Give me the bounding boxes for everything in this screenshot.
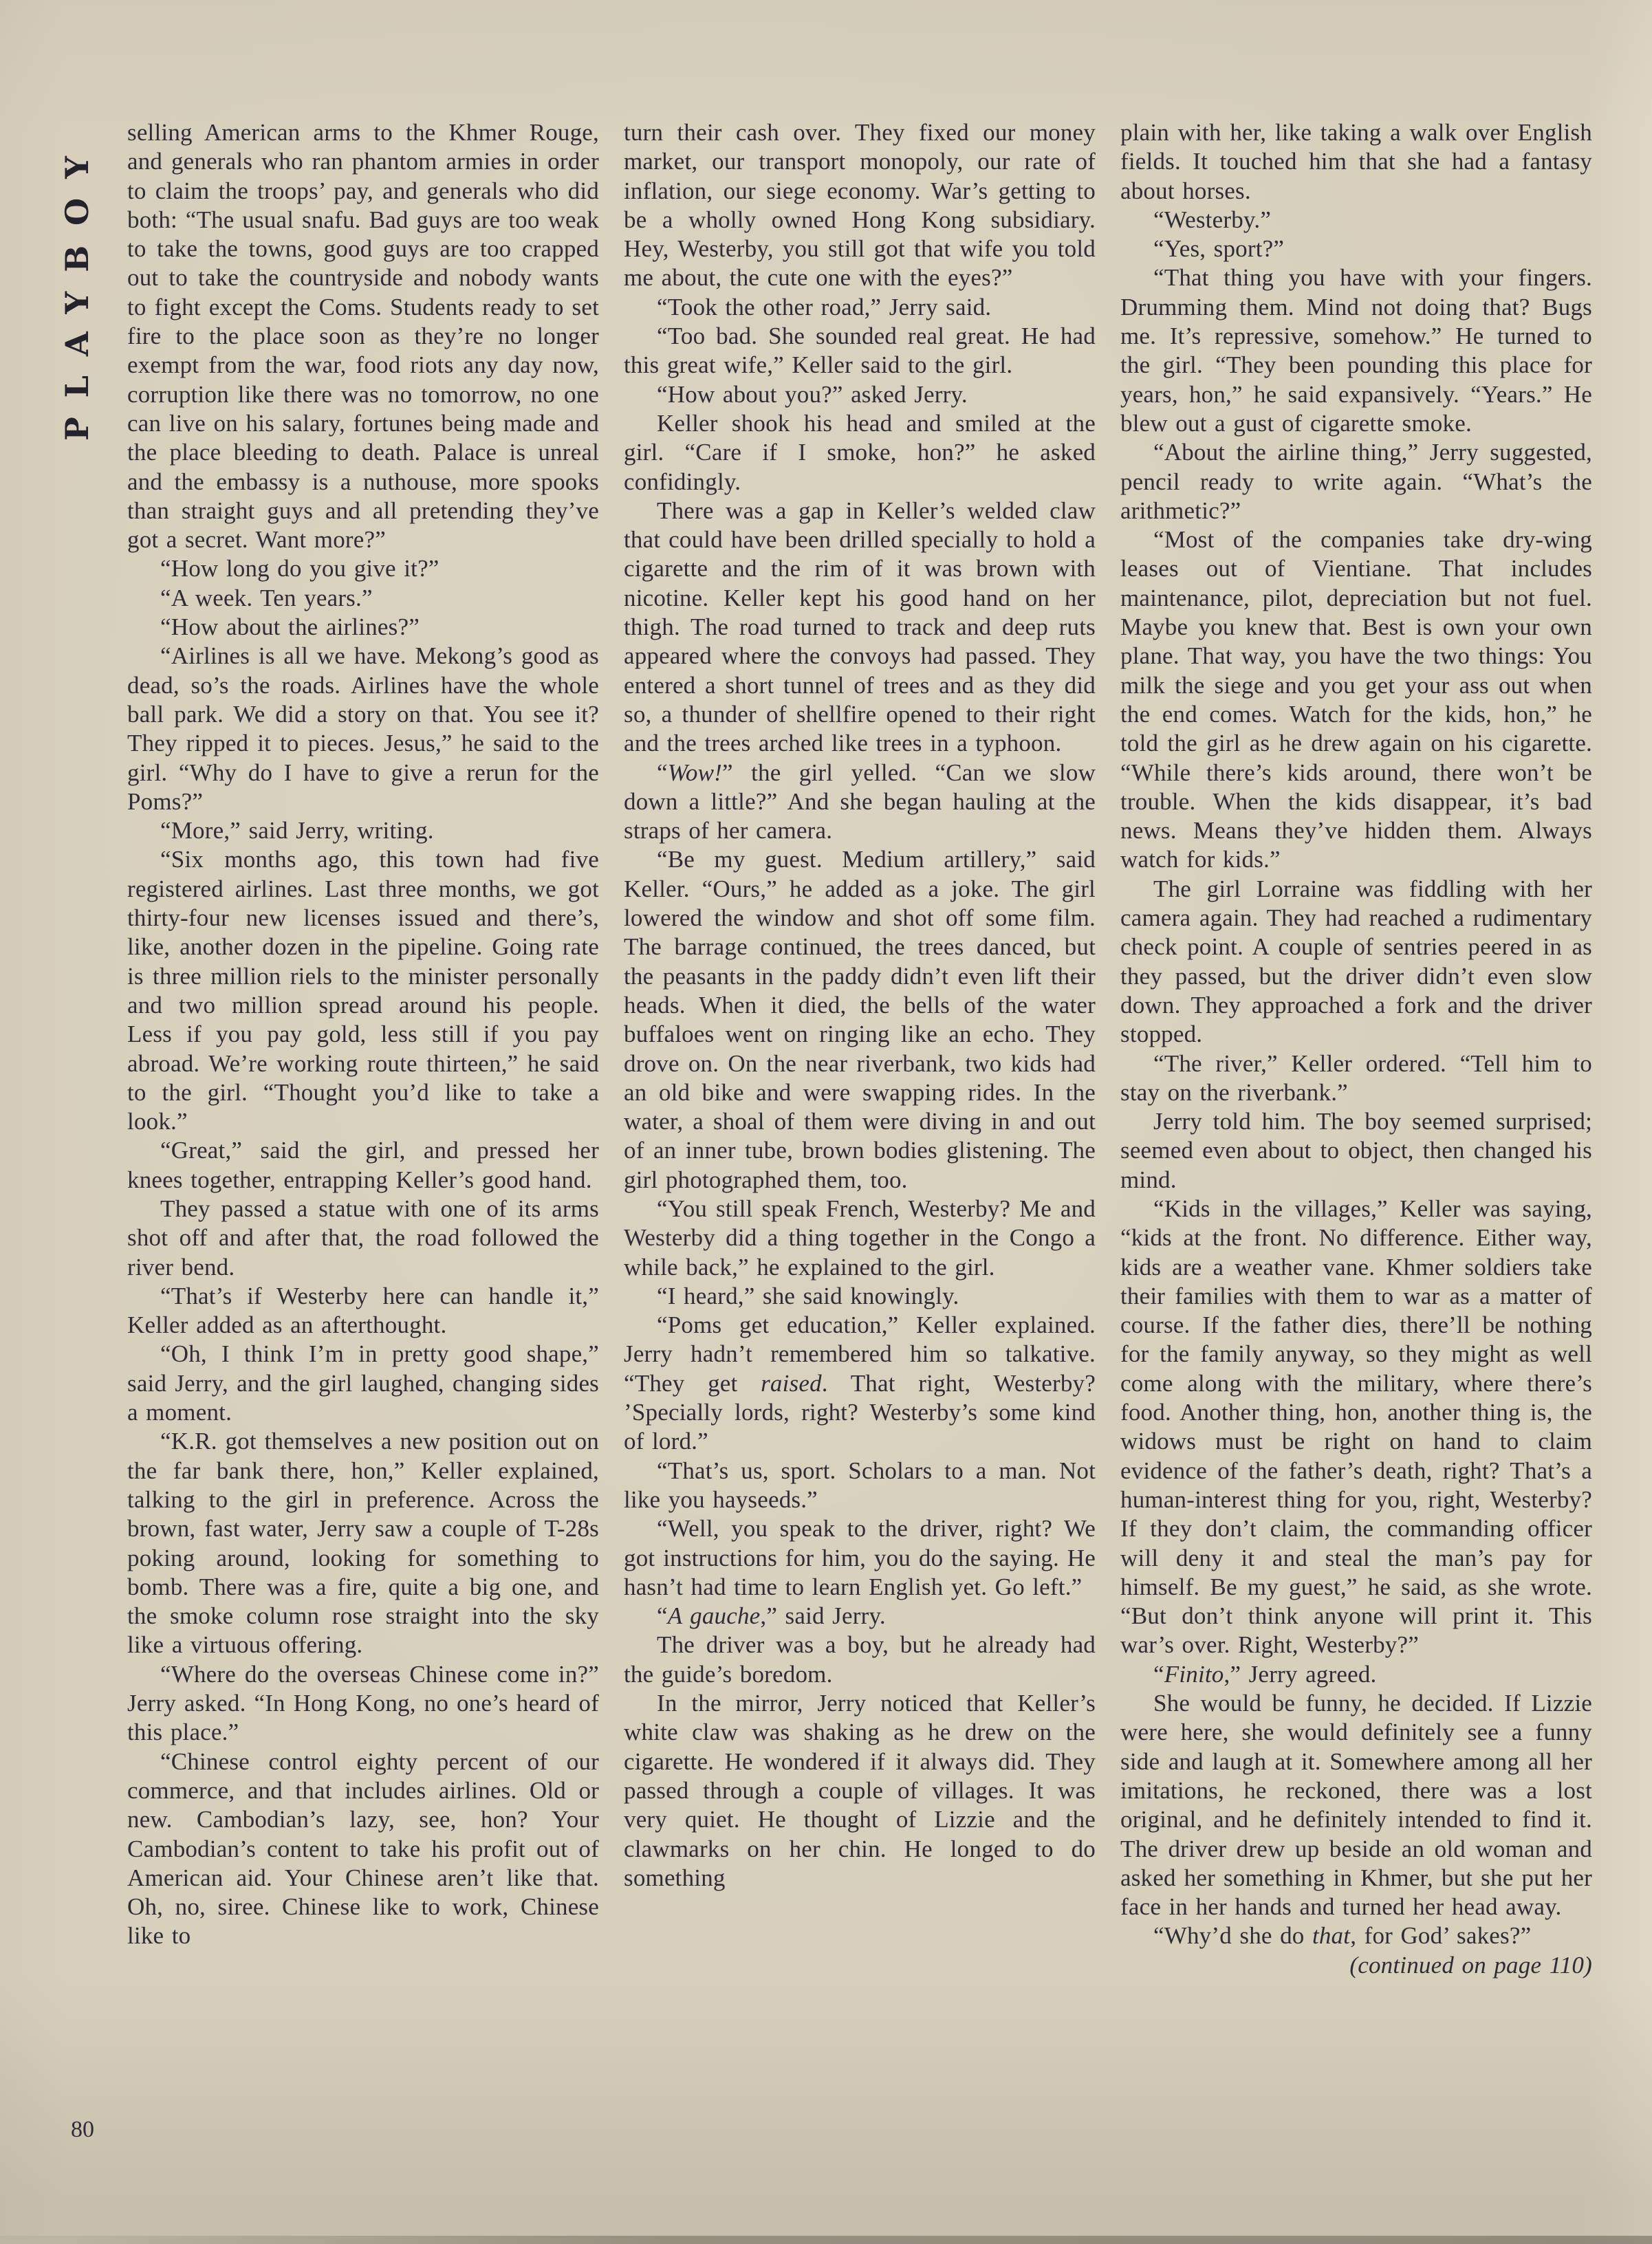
paragraph: “I heard,” she said knowingly. [657,1282,959,1309]
paragraph: “How long do you give it?” [160,555,439,582]
paragraph: “Six months ago, this town had five registered airlines. Last three months, we got thirty-four new licenses issued and there’s, like, another dozen in the pipeline. Going rate is three million riels to the minister personally and two million spread around his people. Less if you pay gold, less still if you pay abroad. We’re working route thirteen,” he said to the girl. “Thought you’d like to take a look.” [127,846,599,1135]
paragraph: selling American arms to the Khmer Rouge, and generals who ran phantom armies in order to claim the troops’ pay, and generals who did both: “The usual snafu. Bad guys are too weak to take the towns, good guys are too crapped out to take the countryside and nobody wants to fight except the Coms. Students ready to set fire to the place soon as they’re no longer exempt from the war, food riots any day now, corruption like there was no tomorrow, no one can live on his salary, fortunes being made and the place bleeding to death. Palace is unreal and the embassy is a nuthouse, more spooks than straight guys and all pretending they’ve got a secret. Want more?” [127,119,599,554]
paragraph: “How about the airlines?” [160,613,420,641]
paragraph: “Wow!” the girl yelled. “Can we slow down a little?” And she began hauling at the straps of her camera. [624,759,1096,845]
paragraph: “Well, you speak to the driver, right? We got instructions for him, you do the saying. He hasn’t had time to learn English yet. Go left.” [624,1515,1096,1600]
paragraph: “Kids in the villages,” Keller was saying, “kids at the front. No difference. Either way, kids are a weather vane. Khmer soldiers take their families with them to war as a matter of course. If the father dies, there’ll be nothing for the family anyway, so they might as well come along with the military, where there’s food. Another thing, hon, another thing is, the widows must be right on hand to claim evidence of the father’s death, right? That’s a human-interest thing for you, right, Westerby? If they don’t claim, the commanding officer will deny it and steal the man’s pay for himself. Be my guest,” he said, as she wrote. “But don’t think anyone will print it. This war’s over. Right, Westerby?” [1120,1195,1592,1659]
paragraph: “Be my guest. Medium artillery,” said Keller. “Ours,” he added as a joke. The girl lowered the window and shot off some film. The barrage continued, the trees danced, but the peasants in the paddy didn’t even lift their heads. When it died, the bells of the water buffaloes went on ringing like an echo. They drove on. On the near riverbank, two kids had an old bike and were swapping rides. In the water, a shoal of them were diving in and out of an inner tube, brown bodies glistening. The girl photographed them, too. [624,846,1096,1193]
text-column-2 [624,118,1096,1980]
paragraph: “Yes, sport?” [1153,235,1285,263]
paragraph: “About the airline thing,” Jerry suggested, pencil ready to write again. “What’s the arithmetic?” [1120,439,1592,524]
paragraph: “K.R. got themselves a new position out on the far bank there, hon,” Keller explained, talking to the girl in preference. Across the brown, fast water, Jerry saw a couple of T-28s poking around, looking for something to bomb. There was a fire, quite a big one, and the smoke column rose straight into the sky like a virtuous offering. [127,1428,599,1659]
paragraph: “Took the other road,” Jerry said. [657,293,992,320]
paragraph: “Most of the companies take dry-wing leases out of Vientiane. That includes maintenance, pilot, depreciation but not fuel. Maybe you knew that. Best is own your own plane. That way, you have the two things: You milk the siege and you get your ass out when the end comes. Watch for the kids, hon,” he told the girl as he drew again on his cigarette. “While there’s kids around, there won’t be trouble. When the kids disappear, it’s bad news. Means they’ve hidden them. Always watch for kids.” [1120,526,1592,873]
paragraph: “That thing you have with your fingers. Drumming them. Mind not doing that? Bugs me. It’s repressive, somehow.” He turned to the girl. “They been pounding this place for years, hon,” he said expansively. “Years.” He blew out a gust of cigarette smoke. [1120,264,1592,437]
paragraph: plain with her, like taking a walk over English fields. It touched him that she had a fantasy about horses. [1120,119,1592,204]
paragraph: “A gauche,” said Jerry. [657,1602,886,1630]
page-bottom-edge-shadow [0,2236,1652,2244]
paragraph: turn their cash over. They fixed our money market, our transport monopoly, our rate of inflation, our siege economy. War’s getting to be a wholly owned Hong Kong subsidiary. Hey, Westerby, you still got that wife you told me about, the cute one with the eyes?” [624,119,1096,292]
paragraph: “Airlines is all we have. Mekong’s good as dead, so’s the roads. Airlines have the whole ball park. We did a story on that. You see it? They ripped it to pieces. Jesus,” he said to the girl. “Why do I have to give a rerun for the Poms?” [127,642,599,815]
paragraph: “Where do the overseas Chinese come in?” Jerry asked. “In Hong Kong, no one’s heard of this place.” [127,1660,599,1746]
paragraph: “The river,” Keller ordered. “Tell him to stay on the riverbank.” [1120,1049,1592,1106]
paragraph: “A week. Ten years.” [160,584,373,611]
paragraph: “Oh, I think I’m in pretty good shape,” said Jerry, and the girl laughed, changing sides a moment. [127,1340,599,1426]
page-number: 80 [71,2117,94,2142]
paragraph: “Westerby.” [1153,206,1272,233]
magazine-spine-title: PLAYBOY [58,137,96,441]
paragraph: “Finito,” Jerry agreed. [1153,1660,1377,1688]
paragraph: “Why’d she do that, for God’ sakes?” [1153,1922,1532,1950]
paragraph: Jerry told him. The boy seemed surprised; seemed even about to object, then changed his mind. [1120,1108,1592,1193]
paragraph: In the mirror, Jerry noticed that Keller’s white claw was shaking as he drew on the cigarette. He wondered if it always did. They passed through a couple of villages. It was very quiet. He thought of Lizzie and the clawmarks on her chin. He longed to do something [624,1690,1096,1891]
paragraph: “How about you?” asked Jerry. [657,380,968,408]
continued-note: (continued on page 110) [1349,1951,1592,1979]
text-column-1 [127,118,599,1980]
paragraph: “You still speak French, Westerby? Me and Westerby did a thing together in the Congo a while back,” he explained to the girl. [624,1195,1096,1281]
paragraph: Keller shook his head and smiled at the girl. “Care if I smoke, hon?” he asked confidingly. [624,409,1096,495]
article-body [127,118,1594,1980]
paragraph: The girl Lorraine was fiddling with her camera again. They had reached a rudimentary check point. A couple of sentries peered in as they passed, but the driver didn’t even slow down. They approached a fork and the driver stopped. [1120,875,1592,1048]
paragraph: The driver was a boy, but he already had the guide’s boredom. [624,1631,1096,1688]
paragraph: They passed a statue with one of its arms shot off and after that, the road followed the river bend. [127,1195,599,1281]
paragraph: She would be funny, he decided. If Lizzie were here, she would definitely see a funny side and laugh at it. Somewhere among all her imitations, he reckoned, there was a lost original, and he definitely intended to find it. The driver drew up beside an old woman and asked her something in Khmer, but she put her face in her hands and turned her head away. [1120,1690,1592,1921]
paragraph: “More,” said Jerry, writing. [160,817,434,845]
paragraph: “That’s if Westerby here can handle it,” Keller added as an afterthought. [127,1282,599,1339]
paragraph: There was a gap in Keller’s welded claw that could have been drilled specially to hold a cigarette and the rim of it was brown with nicotine. Keller kept his good hand on her thigh. The road turned to track and deep ruts appeared where the convoys had passed. They entered a short tunnel of trees and as they did so, a thunder of shellfire opened to their right and the trees arched like trees in a typhoon. [624,497,1096,757]
paragraph: “Great,” said the girl, and pressed her knees together, entrapping Keller’s good hand. [127,1137,599,1193]
paragraph: “That’s us, sport. Scholars to a man. Not like you hayseeds.” [624,1457,1096,1513]
paragraph: “Poms get education,” Keller explained. Jerry hadn’t remembered him so talkative. “They get raised. That right, Westerby? ’Specially lords, right? Westerby’s some kind of lord.” [624,1311,1096,1455]
text-column-3 [1120,118,1592,1980]
paragraph: “Too bad. She sounded real great. He had this great wife,” Keller said to the girl. [624,323,1096,379]
paragraph: “Chinese control eighty percent of our commerce, and that includes airlines. Old or new. Cambodian’s lazy, see, hon? Your Cambodian’s content to take his profit out of American aid. Your Chinese aren’t like that. Oh, no, siree. Chinese like to work, Chinese like to [127,1747,599,1950]
